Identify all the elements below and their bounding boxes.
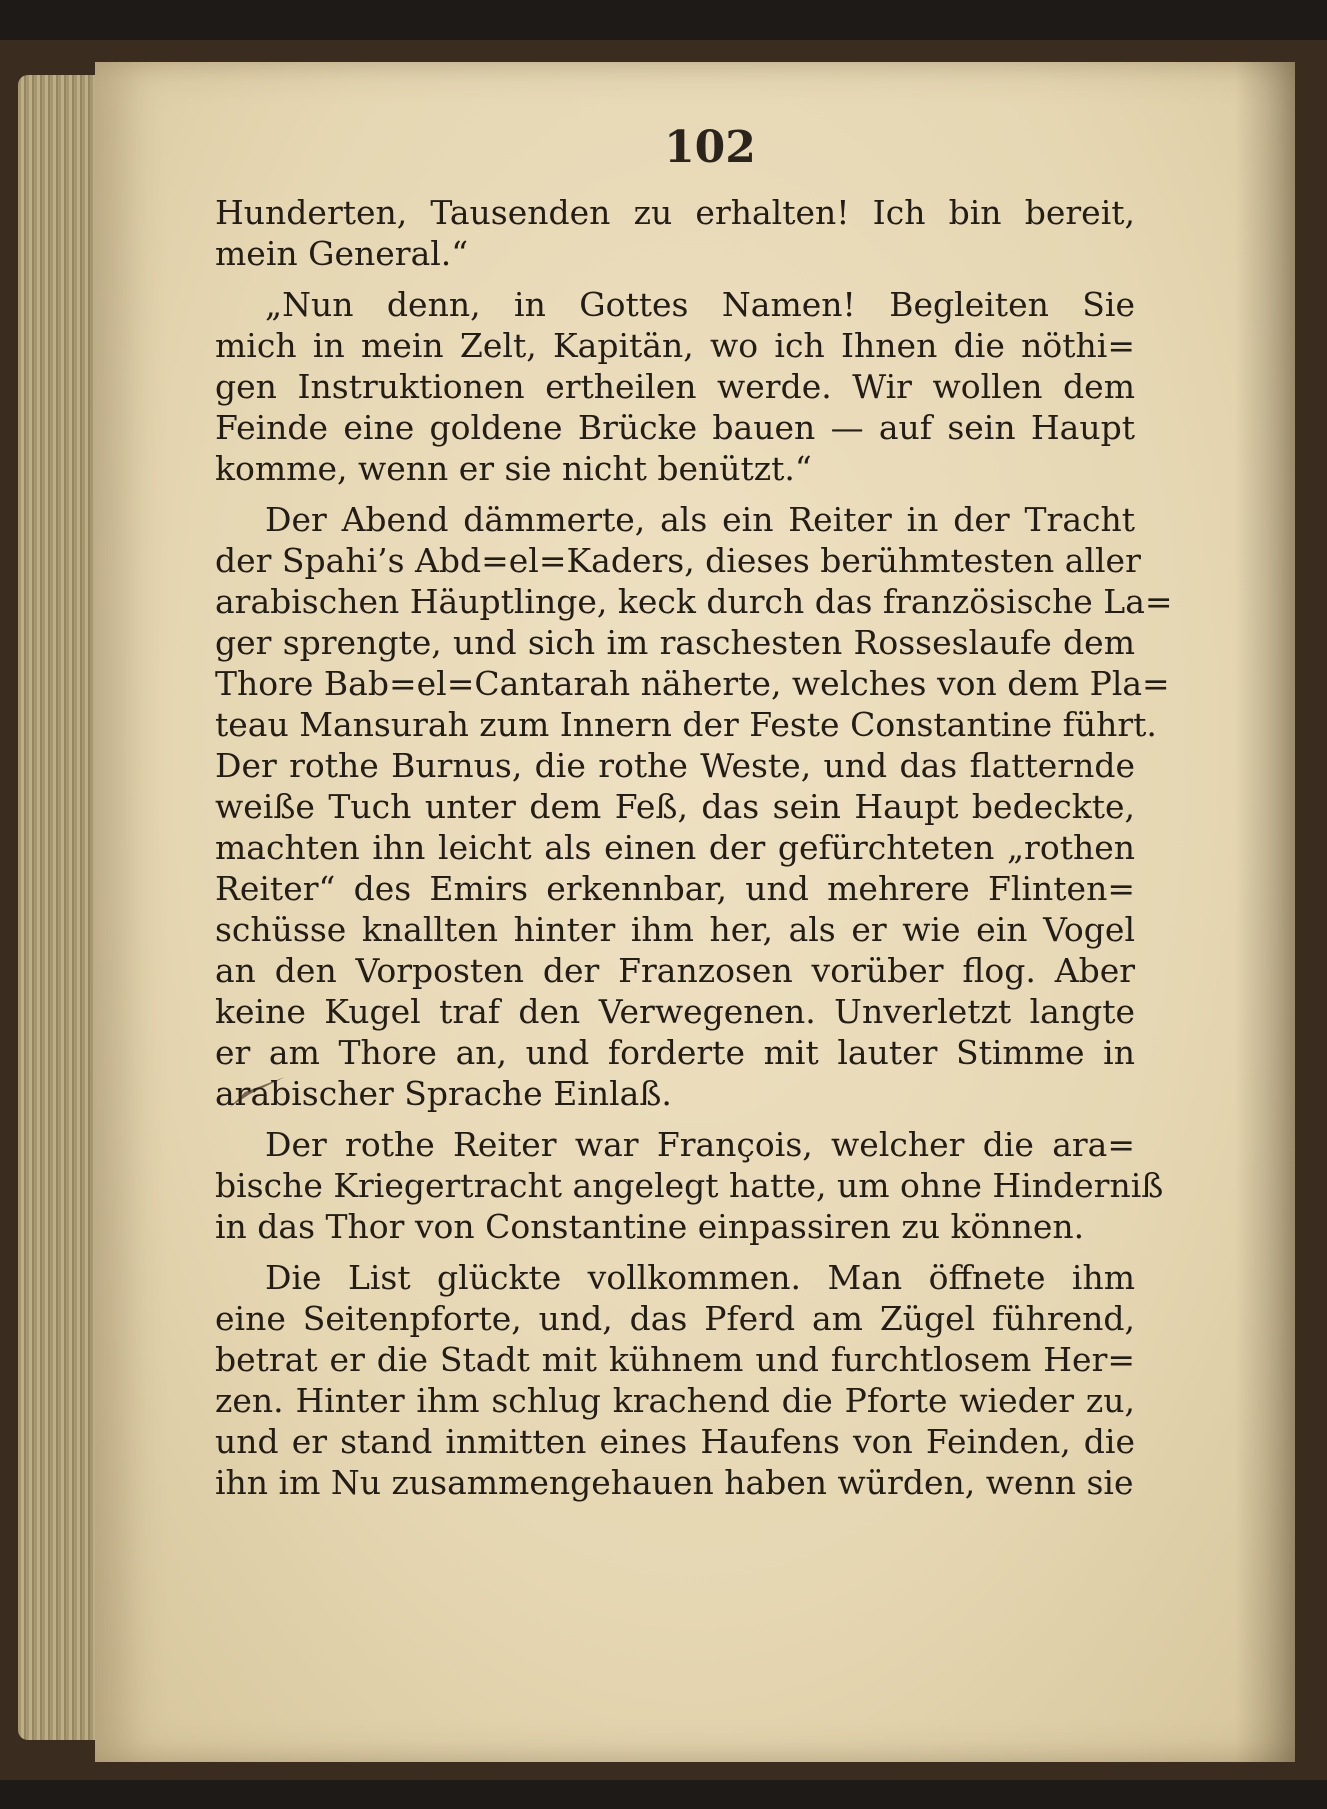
text-line: in das Thor von Constantine einpassiren zu können. [215,1207,1085,1246]
text-line: Hunderten, Tausenden zu erhalten! Ich bin bereit, [215,193,1135,232]
paragraph [215,284,1135,489]
text-line: mein General.“ [215,234,469,273]
text-line: Die List glückte vollkommen. Man öffnete ihm [265,1258,1135,1297]
text-line: an den Vorposten der Franzosen vorüber flog. Aber [215,951,1135,990]
text-line: Der rothe Burnus, die rothe Weste, und das flatternde [215,746,1135,785]
text-line: betrat er die Stadt mit kühnem und furchtlosem Her= [215,1340,1135,1379]
text-line: Thore Bab=el=Cantarah näherte, welches von dem Pla= [215,664,1170,703]
text-line: komme, wenn er sie nicht benützt.“ [215,449,812,488]
text-line: weiße Tuch unter dem Feß, das sein Haupt bedeckte, [215,787,1135,826]
text-line: keine Kugel traf den Verwegenen. Unverletzt langte [215,992,1135,1031]
paragraph [215,1257,1135,1503]
text-line: der Spahi’s Abd=el=Kaders, dieses berühmtesten aller [215,541,1141,580]
text-line: „Nun denn, in Gottes Namen! Begleiten Sie [265,285,1135,324]
paragraph [215,192,1135,274]
text-line: arabischer Sprache Einlaß. [215,1074,672,1113]
text-line: eine Seitenpforte, und, das Pferd am Zügel führend, [215,1299,1135,1338]
text-line: Der rothe Reiter war François, welcher die ara= [265,1125,1135,1164]
page-text [215,192,1173,1513]
text-line: mich in mein Zelt, Kapitän, wo ich Ihnen die nöthi= [215,326,1135,365]
text-line: und er stand inmitten eines Haufens von Feinden, die [215,1422,1135,1461]
text-line: machten ihn leicht als einen der gefürchteten „rothen [215,828,1135,867]
page-number: 102 [664,122,756,173]
book-page [95,62,1295,1762]
text-line: Der Abend dämmerte, als ein Reiter in der Tracht [265,500,1135,539]
paragraph [215,1124,1164,1247]
text-line: arabischen Häuptlinge, keck durch das französische La= [215,582,1173,621]
spine-shadow [1235,62,1295,1762]
text-line: teau Mansurah zum Innern der Feste Constantine führt. [215,705,1157,744]
text-line: bische Kriegertracht angelegt hatte, um ohne Hinderniß [215,1166,1164,1205]
text-line: schüsse knallten hinter ihm her, als er wie ein Vogel [215,910,1135,949]
text-line: Feinde eine goldene Brücke bauen — auf sein Haupt [215,408,1135,447]
text-line: ger sprengte, und sich im raschesten Rosseslaufe dem [215,623,1135,662]
text-line: zen. Hinter ihm schlug krachend die Pforte wieder zu, [215,1381,1135,1420]
text-line: er am Thore an, und forderte mit lauter Stimme in [215,1033,1135,1072]
text-line: ihn im Nu zusammengehauen haben würden, wenn sie [215,1463,1134,1502]
text-line: Reiter“ des Emirs erkennbar, und mehrere Flinten= [215,869,1135,908]
paragraph [215,499,1173,1114]
text-line: gen Instruktionen ertheilen werde. Wir wollen dem [215,367,1135,406]
